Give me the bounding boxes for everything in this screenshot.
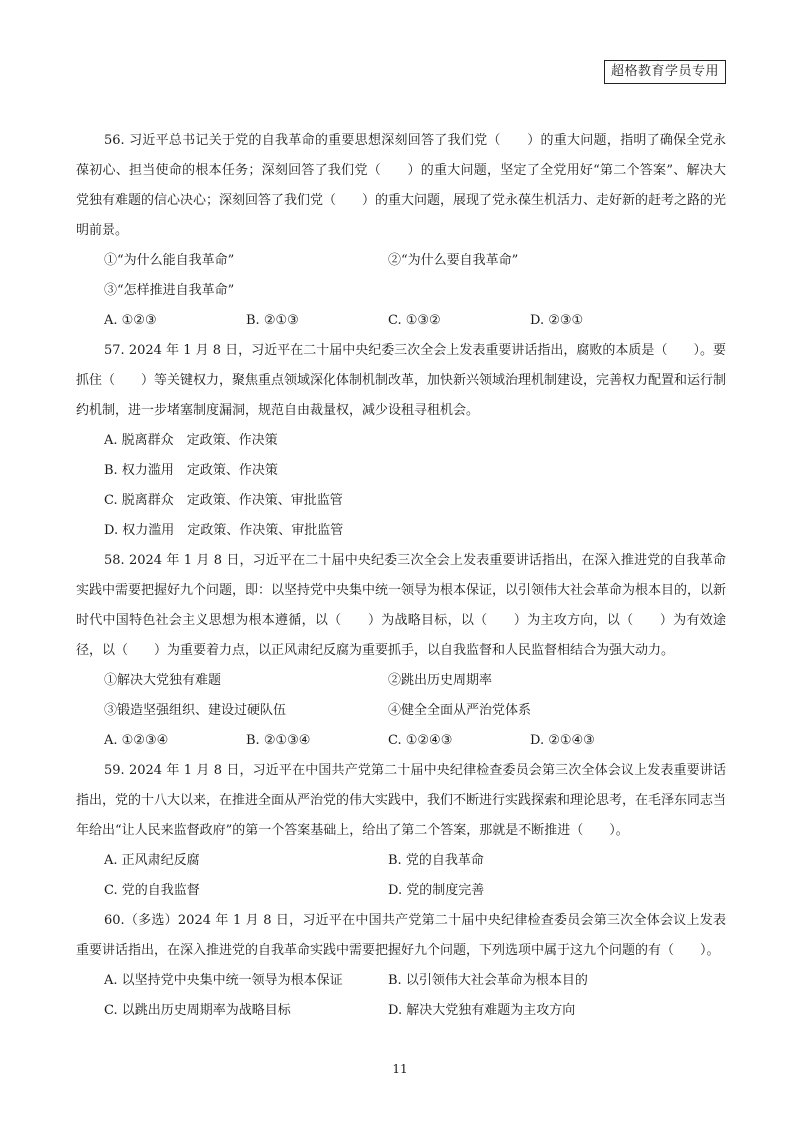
question-60-options-row-1 (76, 966, 726, 996)
question-58-item-2: ②跳出历史周期率 (388, 673, 493, 688)
exclusive-use-label: 超格教育学员专用 (604, 60, 726, 84)
question-56-option-c[interactable]: C. ①③② (388, 313, 441, 328)
question-59-options-row-2 (76, 876, 726, 906)
question-56-option-b[interactable]: B. ②①③ (246, 313, 299, 328)
question-58-option-c[interactable]: C. ①②④③ (388, 733, 453, 748)
question-56-item-2: ②“为什么要自我革命” (388, 253, 519, 268)
question-57-option-d[interactable]: D. 权力滥用 定政策、作决策、审批监管 (104, 523, 344, 538)
question-59-option-a[interactable]: A. 正风肃纪反腐 (104, 853, 200, 868)
question-58-items-row-1 (76, 666, 726, 696)
question-60-option-c[interactable]: C. 以跳出历史周期率为战略目标 (104, 1003, 291, 1018)
question-56-items-row-2 (76, 276, 726, 306)
question-56-stem: 56. 习近平总书记关于党的自我革命的重要思想深刻回答了我们党（ ）的重大问题，指明了确保全党永葆初心、担当使命的根本任务；深刻回答了我们党（ ）的重大问题，坚定了全党用好“第二个答案”、解决大党独有难题的信心决心；深刻回答了我们党（ ）的重大问题，展现了党永葆生机活力、走好新的赶考之路的光明前景。 (76, 133, 727, 238)
question-60-stem: 60.（多选）2024 年 1 月 8 日，习近平在中国共产党第二十届中央纪律检查委员会第三次全体会议上发表重要讲话指出，在深入推进党的自我革命实践中需要把握好九个问题，下列选项中属于这九个问题的有（ ）。 (76, 913, 726, 958)
question-60-option-a[interactable]: A. 以坚持党中央集中统一领导为根本保证 (104, 973, 343, 988)
question-56-option-d[interactable]: D. ②③① (530, 313, 584, 328)
question-58-item-3: ③锻造坚强组织、建设过硬队伍 (104, 703, 287, 718)
question-57-option-a[interactable]: A. 脱离群众 定政策、作决策 (104, 433, 278, 448)
question-56-option-a[interactable]: A. ①②③ (104, 313, 157, 328)
question-60-options-row-2 (76, 996, 726, 1026)
question-58-item-1: ①解决大党独有难题 (104, 673, 222, 688)
question-57-option-b[interactable]: B. 权力滥用 定政策、作决策 (104, 463, 278, 478)
question-58-item-4: ④健全全面从严治党体系 (388, 703, 532, 718)
page-number: 11 (392, 1062, 408, 1076)
question-60-option-d[interactable]: D. 解决大党独有难题为主攻方向 (388, 1003, 576, 1018)
question-59-stem: 59. 2024 年 1 月 8 日，习近平在中国共产党第二十届中央纪律检查委员会第三次全体会议上发表重要讲话指出，党的十八大以来，在推进全面从严治党的伟大实践中，我们不断进行实践探索和理论思考，在毛泽东同志当年给出“让人民来监督政府”的第一个答案基础上，给出了第二个答案，那就是不断推进（ ）。 (76, 763, 727, 838)
question-60-option-b[interactable]: B. 以引领伟大社会革命为根本目的 (388, 973, 588, 988)
question-57-stem: 57. 2024 年 1 月 8 日，习近平在二十届中央纪委三次全会上发表重要讲话指出，腐败的本质是（ ）。要抓住（ ）等关键权力，聚焦重点领域深化体制机制改革，加快新兴领域治理机制建设，完善权力配置和运行制约机制，进一步堵塞制度漏洞，规范自由裁量权，减少设租寻租机会。 (76, 343, 727, 418)
question-58-option-d[interactable]: D. ②①④③ (530, 733, 595, 748)
question-58-option-b[interactable]: B. ②①③④ (246, 733, 311, 748)
question-56-options (76, 306, 726, 336)
question-58-option-a[interactable]: A. ①②③④ (104, 733, 169, 748)
question-list (76, 126, 726, 1026)
question-59-option-d[interactable]: D. 党的制度完善 (388, 883, 485, 898)
question-56-item-3: ③“怎样推进自我革命” (104, 283, 235, 298)
question-57-option-c[interactable]: C. 脱离群众 定政策、作决策、审批监管 (104, 493, 343, 508)
question-56-item-1: ①“为什么能自我革命” (104, 253, 235, 268)
question-58-items-row-2 (76, 696, 726, 726)
question-58-options (76, 726, 726, 756)
question-59-option-c[interactable]: C. 党的自我监督 (104, 883, 200, 898)
question-59-option-b[interactable]: B. 党的自我革命 (388, 853, 484, 868)
question-59-options-row-1 (76, 846, 726, 876)
question-58-stem: 58. 2024 年 1 月 8 日，习近平在二十届中央纪委三次全会上发表重要讲话指出，在深入推进党的自我革命实践中需要把握好九个问题，即：以坚持党中央集中统一领导为根本保证，以引领伟大社会革命为根本目的，以新时代中国特色社会主义思想为根本遵循，以（ ）为战略目标，以（ ）为主攻方向，以（ ）为有效途径，以（ ）为重要着力点，以正风肃纪反腐为重要抓手，以自我监督和人民监督相结合为强大动力。 (76, 553, 727, 658)
question-56-items-row-1 (76, 246, 726, 276)
